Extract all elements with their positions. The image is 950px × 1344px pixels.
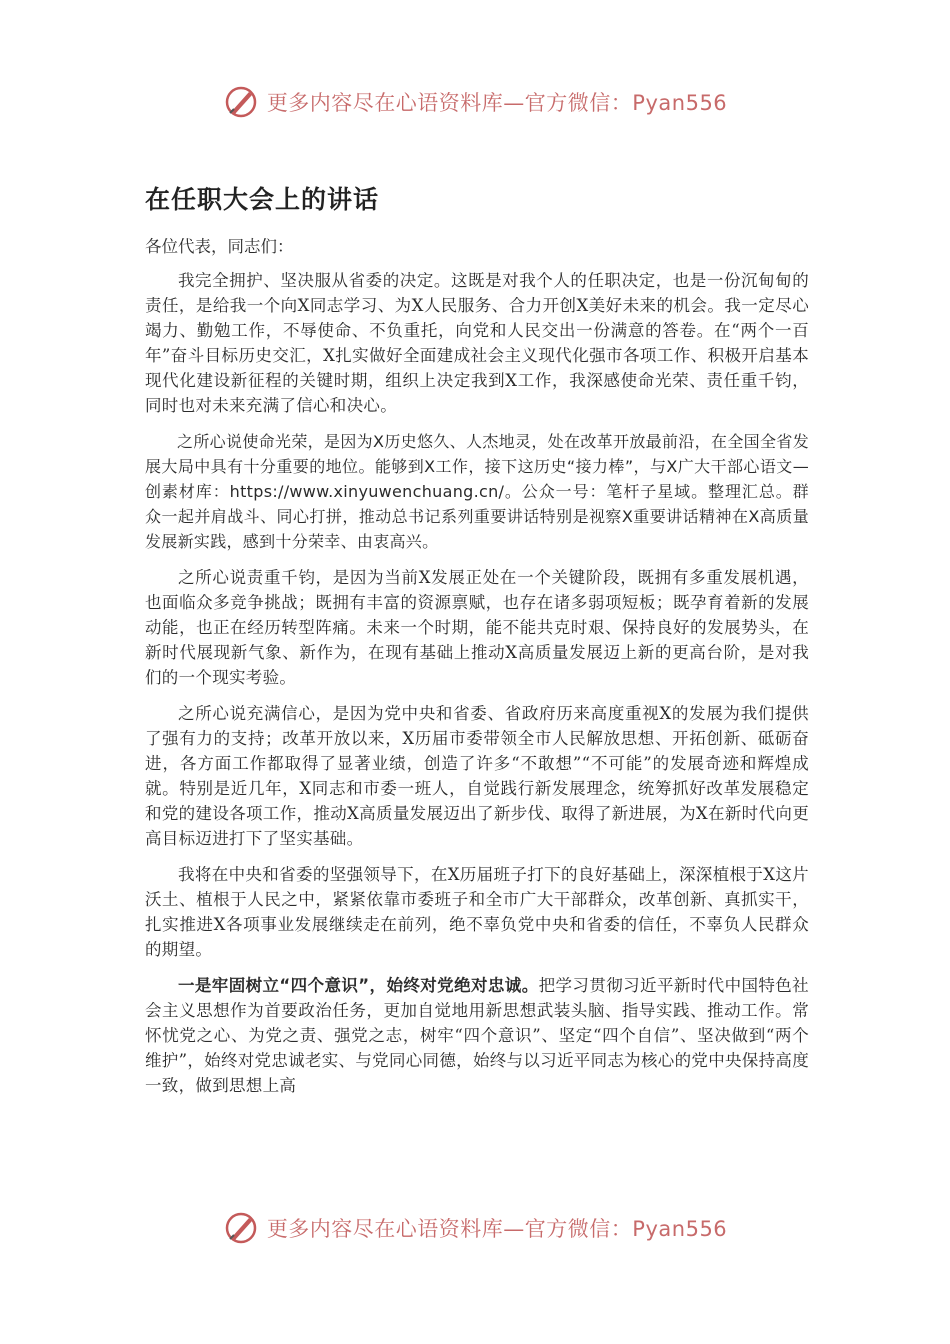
paragraph-5: 我将在中央和省委的坚强领导下，在X历届班子打下的良好基础上，深深植根于X这片沃土、植根于人民之中，紧紧依靠市委班子和全市广大干部群众，改革创新、真抓实干，扎实推进X各项事业发展继续走在前列，绝不辜负党中央和省委的信任，不辜负人民群众的期望。 xyxy=(145,865,809,959)
paragraph-2: 之所心说使命光荣，是因为X历史悠久、人杰地灵，处在改革开放最前沿，在全国全省发展大局中具有十分重要的地位。能够到X工作，接下这历史“接力棒”，与X广大干部心语文—创素材库：https://www.xinyuwenchuang.cn/。公众一号：笔杆子星域。整理汇总。群众一起并肩战斗、同心打拼，推动总书记系列重要讲话特别是视察X重要讲话精神在X高质量发展新实践，感到十分荣幸、由衷高兴。 xyxy=(145,432,809,551)
paragraph-1: 我完全拥护、坚决服从省委的决定。这既是对我个人的任职决定，也是一份沉甸甸的责任，是给我一个向X同志学习、为X人民服务、合力开创X美好未来的机会。我一定尽心竭力、勤勉工作，不辱使命、不负重托，向党和人民交出一份满意的答卷。在“两个一百年”奋斗目标历史交汇，X扎实做好全面建成社会主义现代化强市各项工作、积极开启基本现代化建设新征程的关键时期，组织上决定我到X工作，我深感使命光荣、责任重千钧，同时也对未来充满了信心和决心。 xyxy=(145,271,809,415)
quill-logo-icon xyxy=(223,84,259,120)
paragraph-4: 之所心说充满信心，是因为党中央和省委、省政府历来高度重视X的发展为我们提供了强有力的支持；改革开放以来，X历届市委带领全市人民解放思想、开拓创新、砥砺奋进，各方面工作都取得了显著业绩，创造了许多“不敢想”“不可能”的发展奇迹和辉煌成就。特别是近几年，X同志和市委一班人，自觉践行新发展理念，统筹抓好改革发展稳定和党的建设各项工作，推动X高质量发展迈出了新步伐、取得了新进展，为X在新时代向更高目标迈进打下了坚实基础。 xyxy=(145,704,809,848)
paragraph-lead: 一是牢固树立“四个意识”，始终对党绝对忠诚。 xyxy=(178,976,539,995)
paragraph-3: 之所心说责重千钧，是因为当前X发展正处在一个关键阶段，既拥有多重发展机遇，也面临众多竞争挑战；既拥有丰富的资源禀赋，也存在诸多弱项短板；既孕育着新的发展动能，也正在经历转型阵痛。未来一个时期，能不能共克时艰、保持良好的发展势头，在新时代展现新气象、新作为，在现有基础上推动X高质量发展迈上新的更高台阶，是对我们的一个现实考验。 xyxy=(145,568,809,687)
watermark-banner-top xyxy=(0,82,950,122)
watermark-banner-bottom xyxy=(0,1208,950,1248)
watermark-text-bottom: 更多内容尽在心语资料库—官方微信：Pyan556 xyxy=(266,1217,728,1241)
document-title: 在任职大会上的讲话 xyxy=(145,185,380,214)
paragraph-6: 一是牢固树立“四个意识”，始终对党绝对忠诚。把学习贯彻习近平新时代中国特色社会主义思想作为首要政治任务，更加自觉地用新思想武装头脑、指导实践、推动工作。常怀忧党之心、为党之责、强党之志，树牢“四个意识”、坚定“四个自信”、坚决做到“两个维护”，始终对党忠诚老实、与党同心同德，始终与以习近平同志为核心的党中央保持高度一致，做到思想上高 xyxy=(145,976,809,1095)
quill-logo-icon xyxy=(223,1210,259,1246)
watermark-text-top: 更多内容尽在心语资料库—官方微信：Pyan556 xyxy=(266,91,728,115)
document-body xyxy=(145,172,809,1109)
salutation: 各位代表，同志们： xyxy=(145,237,294,256)
